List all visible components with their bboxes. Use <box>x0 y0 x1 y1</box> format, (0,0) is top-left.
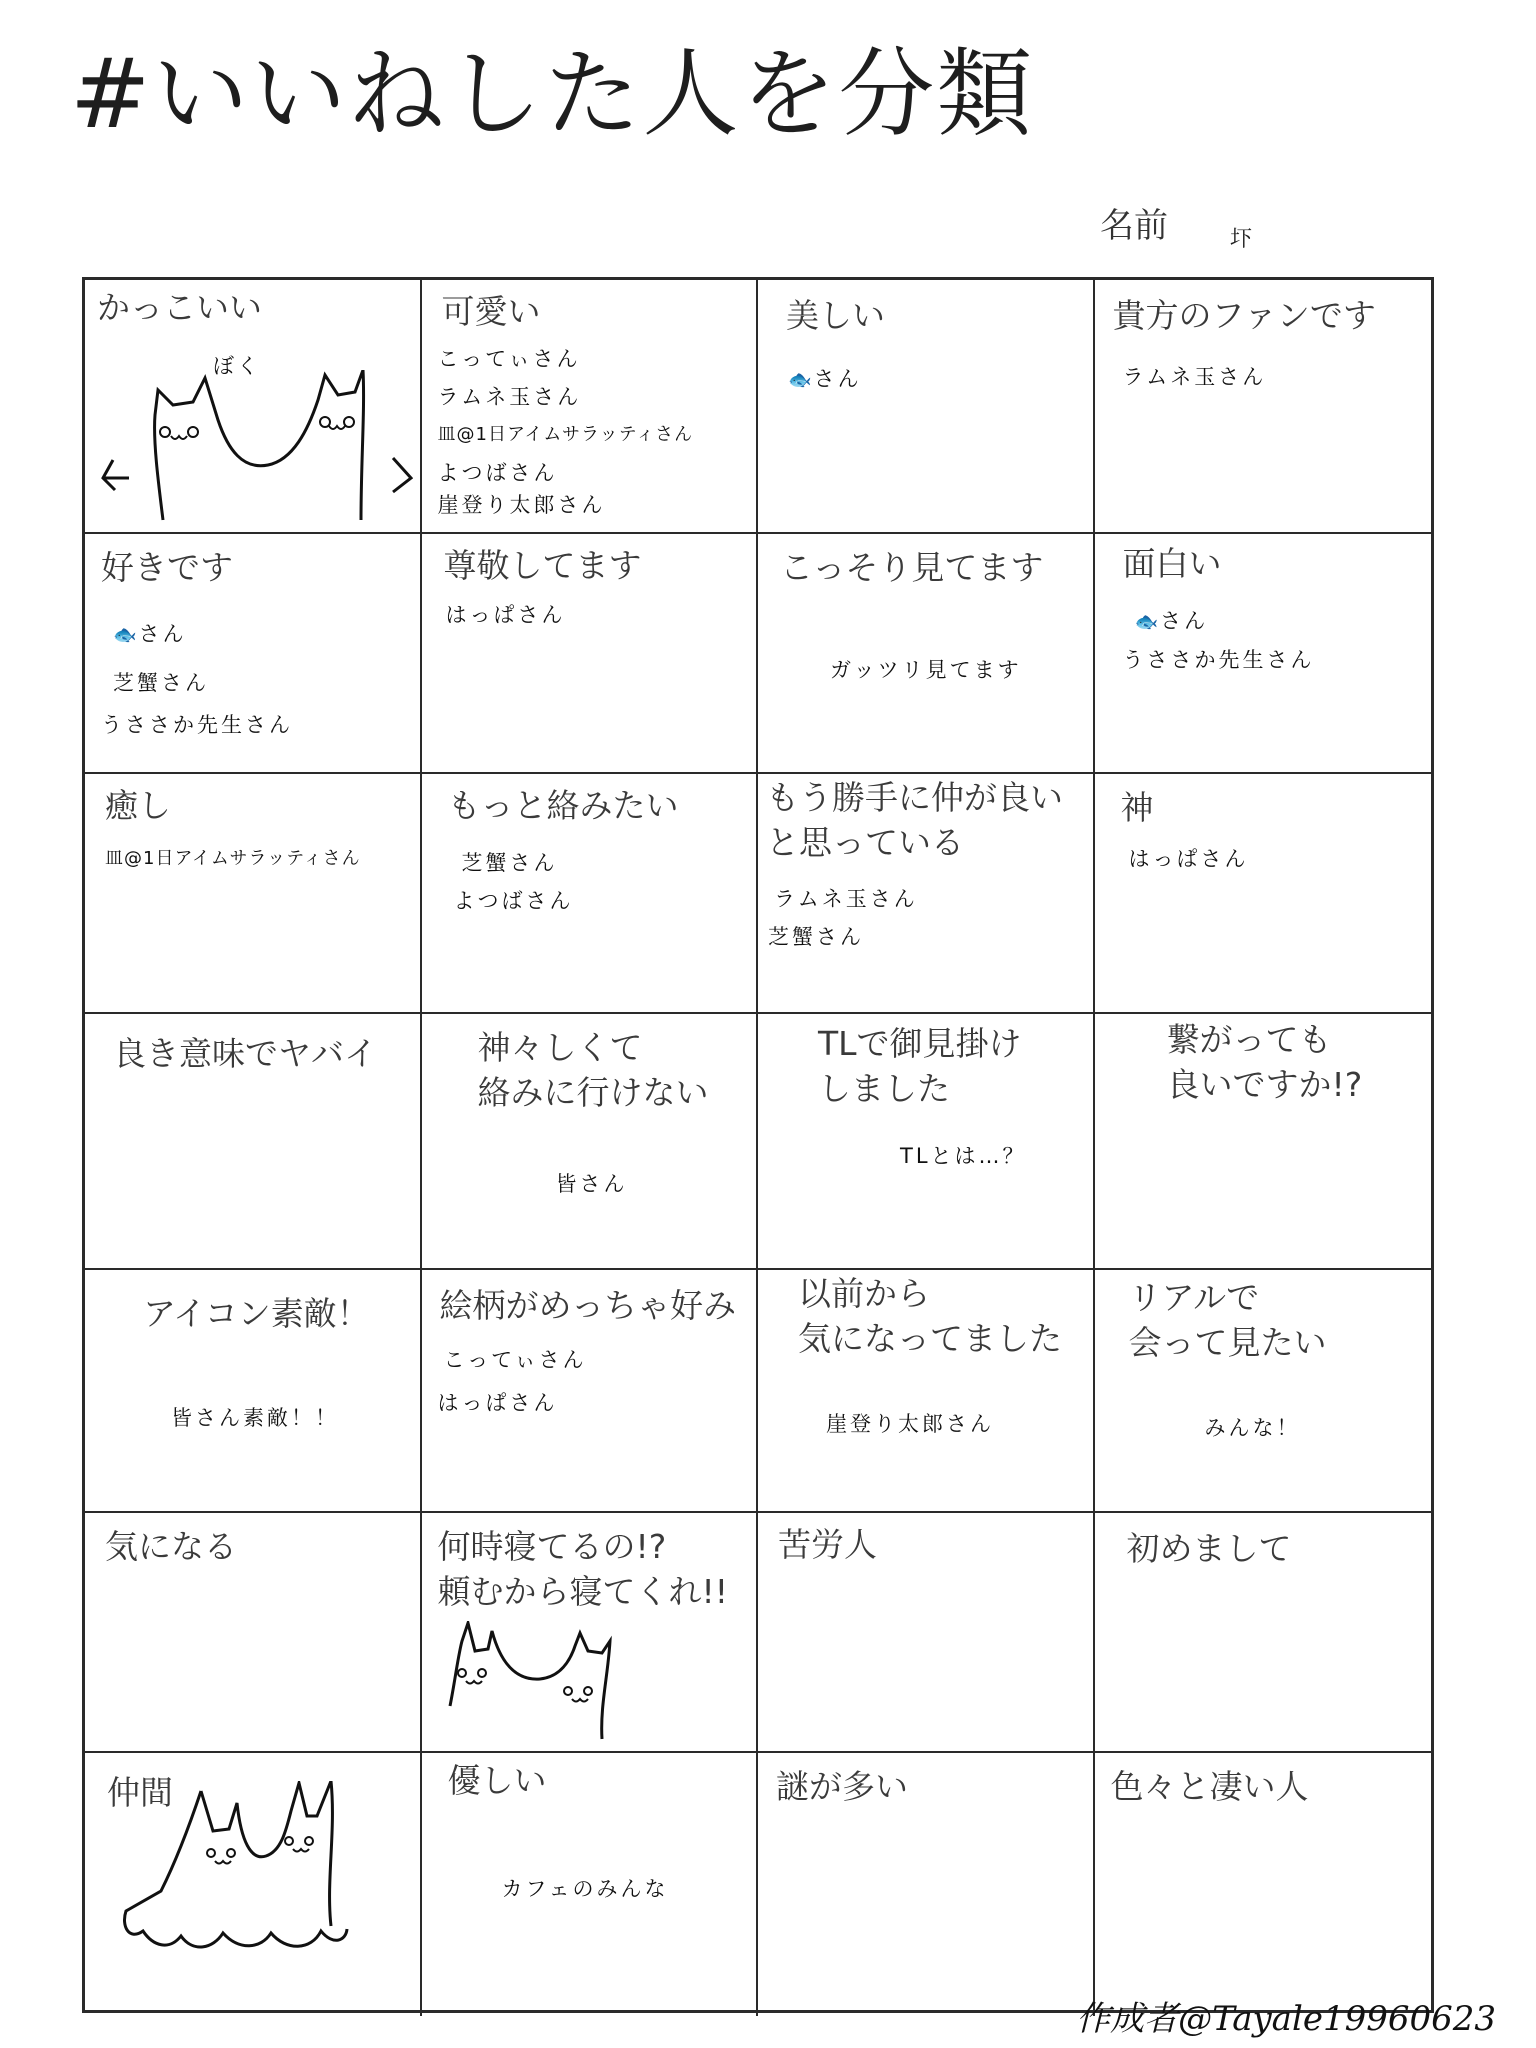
category-heading: 貴方のファンです <box>1112 296 1376 335</box>
category-heading: 仲間 <box>107 1773 173 1812</box>
category-heading: 面白い <box>1122 544 1222 583</box>
list-item: 🐟さん <box>788 360 862 399</box>
category-note: 皆さん素敵！！ <box>171 1406 339 1430</box>
list-item: こってぃさん <box>437 347 581 371</box>
name-list <box>453 844 574 920</box>
category-heading: 神々しくて 絡みに行けない <box>477 1028 709 1112</box>
fish-icon: 🐟 <box>1134 611 1159 633</box>
list-item: ラムネ玉さん <box>437 385 582 409</box>
category-cell <box>422 1014 759 1270</box>
category-heading: 初めまして <box>1126 1529 1292 1568</box>
category-heading: 好きです <box>101 548 233 587</box>
category-cell <box>1095 280 1432 534</box>
category-grid <box>82 277 1434 2013</box>
category-heading: 何時寝てるの!? 頼むから寝てくれ!! <box>437 1527 728 1611</box>
list-item: はっぱさん <box>1128 847 1249 871</box>
category-heading: 絵柄がめっちゃ好み <box>439 1286 737 1325</box>
name-list <box>1123 602 1315 679</box>
category-heading: もう勝手に仲が良い と思っている <box>766 778 1063 862</box>
category-cell <box>85 1270 422 1513</box>
category-cell <box>422 1753 759 2016</box>
category-cell <box>85 1014 422 1270</box>
list-item: よつばさん <box>437 461 558 485</box>
category-heading: 神 <box>1120 788 1154 827</box>
category-cell <box>758 774 1095 1014</box>
category-cell <box>758 534 1095 774</box>
name-list <box>1129 840 1249 878</box>
list-item: よつばさん <box>453 889 574 913</box>
name-list <box>446 596 566 634</box>
category-heading: 尊敬してます <box>443 546 642 585</box>
category-cell <box>85 534 422 774</box>
category-cell <box>758 1753 1095 2016</box>
category-cell <box>1095 1513 1432 1753</box>
name-list <box>438 340 694 518</box>
category-cell <box>1095 1270 1432 1513</box>
category-heading: TLで御見掛け しました <box>818 1024 1022 1108</box>
category-heading: 気になる <box>105 1527 237 1566</box>
category-heading: かっこいい <box>97 288 262 327</box>
list-item: 芝蟹さん <box>113 671 209 695</box>
category-note: 崖登り太郎さん <box>826 1412 994 1436</box>
category-cell <box>85 774 422 1014</box>
category-cell <box>1095 1014 1432 1270</box>
category-heading: 癒し <box>105 786 171 825</box>
category-cell <box>85 1513 422 1753</box>
name-list <box>788 360 862 399</box>
name-list <box>437 1336 587 1422</box>
category-cell <box>422 774 759 1014</box>
category-heading: リアルで 会って見たい <box>1128 1278 1327 1362</box>
list-item: はっぱさん <box>445 603 566 627</box>
category-heading: 色々と凄い人 <box>1110 1767 1309 1806</box>
list-item: うささか先生さん <box>1122 648 1315 672</box>
cat-doodle-icon <box>93 370 413 530</box>
category-cell <box>758 1513 1095 1753</box>
category-cell <box>85 1753 422 2016</box>
category-cell <box>422 1513 759 1753</box>
category-heading: 優しい <box>447 1761 547 1800</box>
category-heading: 可愛い <box>441 292 541 331</box>
list-item: 🐟さん <box>113 610 293 659</box>
category-note: カフェのみんな <box>501 1877 669 1901</box>
cat-doodle-icon <box>430 1621 630 1741</box>
fish-icon: 🐟 <box>788 369 812 391</box>
category-note: 皆さん <box>555 1172 628 1196</box>
name-list <box>1123 358 1267 396</box>
name-label: 名前 <box>1100 206 1168 246</box>
list-item: 芝蟹さん <box>768 925 864 949</box>
category-cell <box>422 280 759 534</box>
name-list <box>768 880 918 956</box>
category-cell <box>85 280 422 534</box>
category-cell <box>1095 774 1432 1014</box>
list-item: 🐟さん <box>1135 602 1315 641</box>
list-item: ラムネ玉さん <box>774 887 918 911</box>
category-heading: 良き意味でヤバイ <box>113 1034 377 1073</box>
category-cell <box>1095 1753 1432 2016</box>
list-item: うささか先生さん <box>101 713 293 737</box>
category-cell <box>1095 534 1432 774</box>
list-item: 皿@1日アイムサラッティさん <box>105 848 361 869</box>
category-cell <box>758 280 1095 534</box>
list-item: 崖登り太郎さん <box>437 493 606 517</box>
name-list <box>105 840 361 878</box>
category-cell <box>422 1270 759 1513</box>
list-item: 皿@1日アイムサラッティさん <box>437 424 694 445</box>
category-heading: 謎が多い <box>776 1767 908 1806</box>
fish-icon: 🐟 <box>113 624 137 646</box>
creator-credit: 作成者@Tayale19960623 <box>1076 1999 1496 2039</box>
category-cell <box>758 1270 1095 1513</box>
category-note: ぼく <box>213 354 261 378</box>
category-heading: 苦労人 <box>778 1525 877 1564</box>
list-item: 芝蟹さん <box>461 851 558 875</box>
category-heading: 繋がっても 良いですか!? <box>1166 1020 1363 1104</box>
list-item: ラムネ玉さん <box>1122 365 1267 389</box>
list-item: はっぱさん <box>437 1391 558 1415</box>
category-heading: こっそり見てます <box>780 548 1044 587</box>
list-item: こってぃさん <box>443 1348 587 1372</box>
category-note: みんな！ <box>1204 1416 1301 1440</box>
name-list <box>101 610 293 743</box>
category-note: TLとは…？ <box>900 1144 1027 1168</box>
category-heading: 以前から 気になってました <box>798 1274 1062 1358</box>
category-heading: もっと絡みたい <box>447 786 679 825</box>
category-cell <box>758 1014 1095 1270</box>
name-value: 圷 <box>1230 227 1253 252</box>
category-note: ガッツリ見てます <box>830 658 1022 682</box>
cat-doodle-icon <box>121 1781 361 1961</box>
category-cell <box>422 534 759 774</box>
page-title: #いいねした人を分類 <box>70 38 1035 150</box>
category-heading: アイコン素敵！ <box>143 1294 370 1333</box>
category-heading: 美しい <box>786 296 885 335</box>
